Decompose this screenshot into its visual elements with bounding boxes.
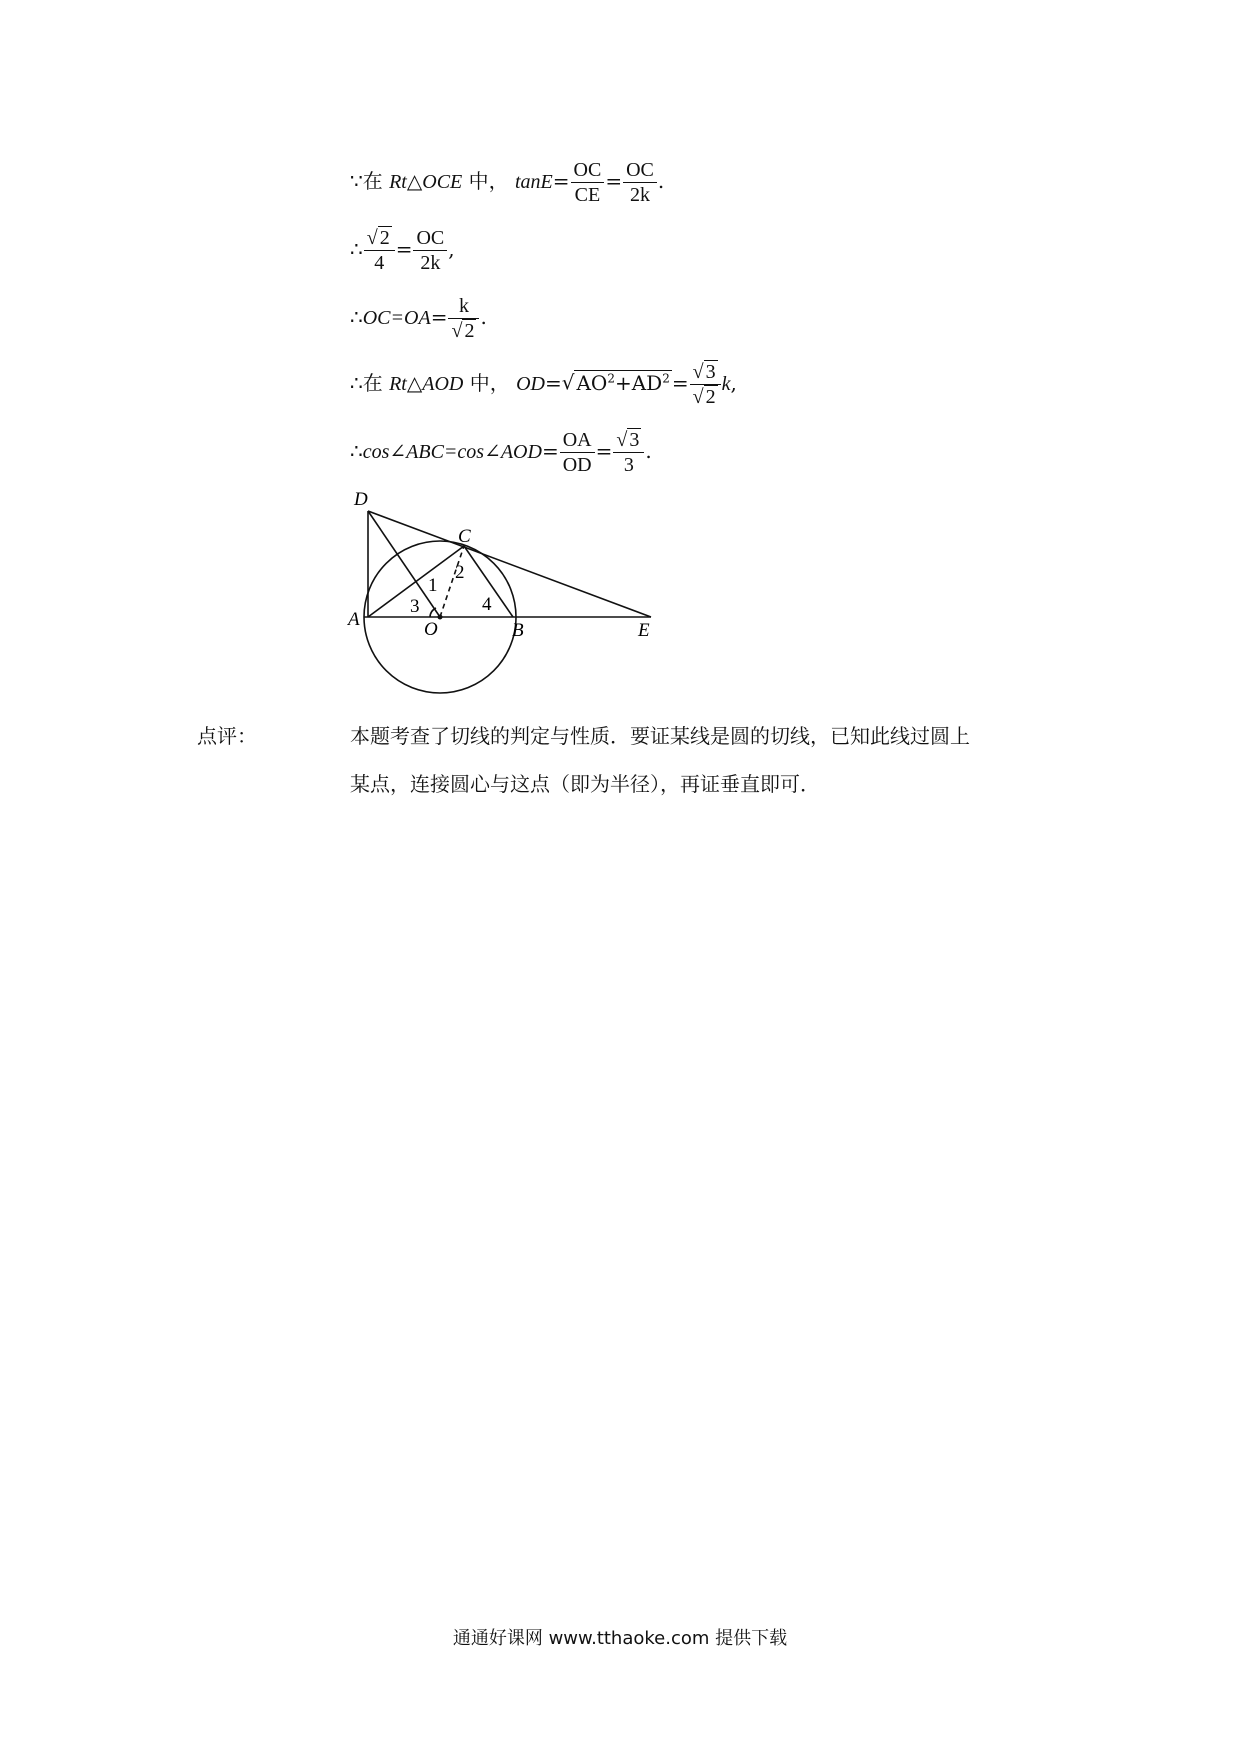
comment-label: 点评： (197, 724, 257, 748)
equation-line-1: ∵在 Rt△OCE 中， tanE= $\frac{OC}{CE}$ = $\frac{OC}{2k}$ . (350, 159, 665, 206)
triangle-aod: △AOD (406, 373, 464, 395)
sqrt-symbol: √ 2 (451, 320, 475, 342)
therefore-zai: ∴在 (350, 371, 383, 395)
label-o: O (424, 619, 438, 640)
comment-line-2: 某点，连接圆心与这点（即为半径），再证垂直即可． (350, 772, 820, 796)
equation-line-4: ∴在 Rt△AOD 中， OD=√ $AO^2+AD^2$ = $\frac{√ 3}{√ 2}$ k, (350, 361, 737, 408)
rt-text: Rt (389, 171, 407, 193)
fraction-oc-2k: $\frac{OC}{2k}$ (623, 160, 657, 205)
label-2: 2 (455, 562, 465, 583)
fraction-k-sqrt2: $\frac{k}{√ 2}$ (448, 296, 479, 341)
equation-line-3: ∴OC=OA= $\frac{k}{√ 2}$ . (350, 295, 487, 342)
oc-equals-oa: OC=OA (362, 307, 431, 329)
label-b: B (512, 620, 524, 641)
zhong-text: 中， (469, 371, 510, 395)
therefore-symbol: ∴ (350, 305, 363, 329)
sqrt-symbol: √ 2 (366, 227, 390, 249)
label-a: A (348, 609, 360, 630)
fraction-oc-2k-b: $\frac{OC}{2k}$ (413, 228, 447, 273)
sqrt-ao-ad: √ $AO^2+AD^2$ (561, 371, 670, 395)
od-text: OD (516, 373, 545, 395)
label-c: C (458, 526, 471, 547)
label-4: 4 (482, 594, 492, 615)
fraction-sqrt2-4: $\frac{√ 2}{4}$ (364, 228, 395, 273)
fraction-sqrt3-3: $\frac{√ 3}{3}$ (613, 430, 644, 475)
fraction-sqrt3-sqrt2: $\frac{√ 3}{√ 2}$ (690, 362, 721, 407)
zhong-text: 中， (468, 169, 509, 193)
triangle-oce: △OCE (406, 171, 463, 193)
label-e: E (638, 620, 650, 641)
cos-expression: cos∠ABC=cos∠AOD (362, 441, 542, 463)
segment-do (368, 511, 440, 617)
fraction-oc-ce: $\frac{OC}{CE}$ (571, 160, 605, 205)
equation-line-2: ∴ $\frac{√ 2}{4}$ = $\frac{OC}{2k}$ , (350, 227, 455, 274)
because-zai: ∵在 (350, 169, 383, 193)
equation-line-5: ∴cos∠ABC=cos∠AOD= $\frac{OA}{OD}$ = $\frac{√ 3}{3}$ . (350, 429, 652, 476)
fraction-oa-od: $\frac{OA}{OD}$ (560, 430, 595, 475)
therefore-symbol: ∴ (350, 439, 363, 463)
label-1: 1 (428, 575, 438, 596)
rt-text: Rt (389, 373, 407, 395)
therefore-symbol: ∴ (350, 237, 363, 261)
label-3: 3 (410, 596, 420, 617)
label-d: D (354, 489, 368, 510)
geometry-figure (340, 482, 680, 697)
footer-text: 通通好课网 www.tthaoke.com 提供下载 (452, 1628, 788, 1649)
comment-line-1: 本题考查了切线的判定与性质．要证某线是圆的切线，已知此线过圆上 (350, 724, 970, 748)
tan-e: tanE (514, 171, 553, 193)
